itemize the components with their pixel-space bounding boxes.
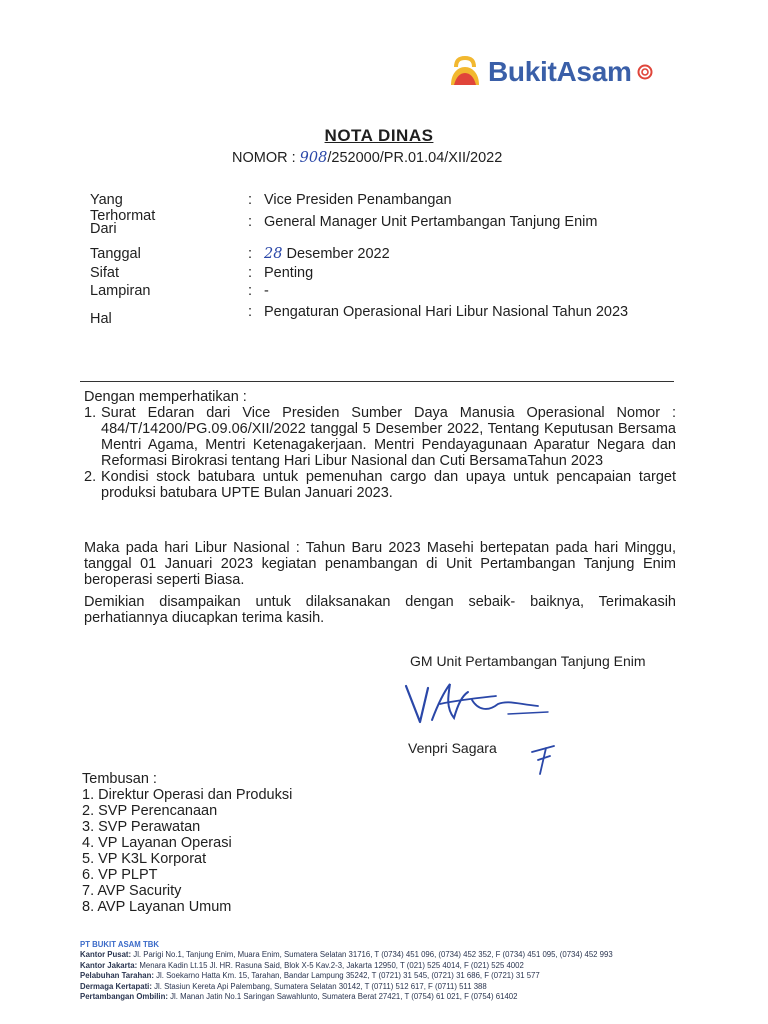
- logo-ring-icon: [636, 63, 654, 81]
- header-label: Sifat: [90, 265, 120, 281]
- list-item: 8. AVP Layanan Umum: [82, 899, 232, 915]
- initial-mark: [528, 738, 568, 783]
- footer-line-text: Menara Kadin Lt.15 Jl. HR. Rasuna Said, Blok X-5 Kav.2-3, Jakarta 12950, T (021) 525 4014, F (021) 525 4002: [137, 960, 524, 970]
- list-item-text: Kondisi stock batubara untuk pemenuhan cargo dan upaya untuk pencapaian target produksi batubara UPTE Bulan Januari 2023.: [101, 469, 676, 501]
- header-colon: :: [248, 265, 253, 281]
- list-item-number: 2.: [84, 469, 97, 485]
- header-value: -: [264, 283, 269, 299]
- header-label: Hal: [90, 311, 112, 327]
- letterhead-footer: [80, 940, 613, 1002]
- footer-line: [80, 971, 613, 981]
- header-divider: [80, 381, 674, 382]
- handwritten-signature: [398, 674, 558, 739]
- header-colon: :: [248, 214, 253, 230]
- footer-line-text: Jl. Stasiun Kereta Api Palembang, Sumatera Selatan 30142, T (0711) 512 617, F (0711) 511 388: [151, 981, 487, 991]
- body-paragraph-1: Maka pada hari Libur Nasional : Tahun Baru 2023 Masehi bertepatan pada hari Minggu, tanggal 01 Januari 2023 kegiatan penambangan di Unit Pertambangan Tanjung Enim beroperasi seperti Biasa.: [84, 540, 676, 588]
- header-label: Dari: [90, 221, 117, 237]
- date-rest: Desember 2022: [282, 246, 390, 262]
- list-item: [84, 469, 676, 501]
- body-intro: Dengan memperhatikan :: [84, 389, 247, 405]
- list-item: 6. VP PLPT: [82, 867, 158, 883]
- footer-line: [80, 950, 613, 960]
- list-item: 4. VP Layanan Operasi: [82, 835, 232, 851]
- footer-company: PT BUKIT ASAM TBK: [80, 940, 159, 949]
- footer-line-label: Kantor Jakarta:: [80, 960, 138, 970]
- list-item: [84, 405, 676, 469]
- header-colon: :: [248, 283, 253, 299]
- footer-line: [80, 961, 613, 971]
- header-colon: :: [248, 304, 253, 320]
- list-item: 2. SVP Perencanaan: [82, 803, 218, 819]
- header-label: Yang Terhormat: [90, 192, 156, 224]
- header-colon: :: [248, 192, 253, 208]
- footer-line-text: Jl. Soekarno Hatta Km. 15, Tarahan, Bandar Lampung 35242, T (0721) 31 545, (0721) 31 686, F (0721) 31 577: [153, 971, 540, 981]
- header-label: Lampiran: [90, 283, 151, 299]
- header-value: Vice Presiden Penambangan: [264, 192, 452, 208]
- signatory-name: Venpri Sagara: [408, 740, 497, 756]
- header-label: Tanggal: [90, 246, 141, 262]
- header-colon: :: [248, 246, 253, 262]
- copies-section: [82, 771, 292, 915]
- footer-line-label: Kantor Pusat:: [80, 950, 132, 960]
- footer-line-label: Pelabuhan Tarahan:: [80, 971, 154, 981]
- copies-label: Tembusan :: [82, 771, 157, 787]
- logo-mark-icon: [448, 55, 482, 89]
- signatory-position: GM Unit Pertambangan Tanjung Enim: [410, 653, 646, 669]
- document-title: NOTA DINAS: [324, 126, 434, 145]
- header-value: [264, 246, 644, 263]
- date-handwritten: 28: [264, 246, 283, 262]
- list-item: 3. SVP Perawatan: [82, 819, 201, 835]
- copies-list: [82, 787, 292, 915]
- body-considerations: [84, 389, 676, 501]
- company-logo: [448, 50, 654, 94]
- header-value: General Manager Unit Pertambangan Tanjung Enim: [264, 214, 598, 230]
- header-value: Pengaturan Operasional Hari Libur Nasional Tahun 2023: [264, 304, 629, 320]
- list-item: 5. VP K3L Korporat: [82, 851, 207, 867]
- footer-line: [80, 982, 613, 992]
- footer-line-text: Jl. Manan Jatin No.1 Saringan Sawahlunto, Sumatera Berat 27421, T (0754) 61 021, F (0754) 61402: [167, 992, 518, 1002]
- footer-line-label: Dermaga Kertapati:: [80, 981, 152, 991]
- body-paragraph-2: Demikian disampaikan untuk dilaksanakan dengan sebaik- baiknya, Terimakasih perhatiannya diucapkan terima kasih.: [84, 594, 676, 626]
- list-item: 7. AVP Sacurity: [82, 883, 182, 899]
- document-number: [232, 150, 502, 166]
- list-item: 1. Direktur Operasi dan Produksi: [82, 787, 293, 803]
- footer-line-text: Jl. Parigi No.1, Tanjung Enim, Muara Enim, Sumatera Selatan 31716, T (0734) 451 096, (0734) 452 352, F (0734) 451 095, (0734) 452 993: [131, 950, 613, 960]
- logo-text: BukitAsam: [488, 56, 632, 87]
- nomor-rest: /252000/PR.01.04/XII/2022: [327, 150, 503, 166]
- nomor-handwritten: 908: [299, 150, 328, 166]
- list-item-text: Surat Edaran dari Vice Presiden Sumber Daya Manusia Operasional Nomor : 484/T/14200/PG.09.06/XII/2022 tanggal 5 Desember 2022, Tentang Keputusan Bersama Mentri Agama, Mentri Ketenagakerjaan. Mentri Pendayagunaan Aparatur Negara dan Reformasi Birokrasi tentang Hari Libur Nasional dan Cuti BersamaTahun 2023: [101, 405, 676, 469]
- footer-line-label: Pertambangan Ombilin:: [80, 992, 168, 1002]
- list-item-number: 1.: [84, 405, 97, 421]
- nomor-label: NOMOR :: [232, 150, 296, 166]
- footer-line: [80, 992, 613, 1002]
- header-value: Penting: [264, 265, 314, 281]
